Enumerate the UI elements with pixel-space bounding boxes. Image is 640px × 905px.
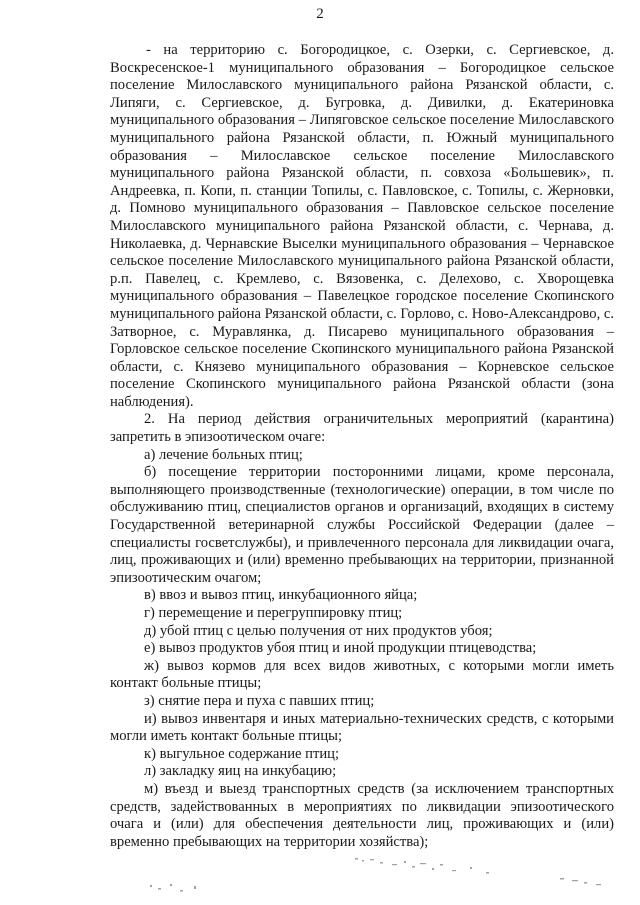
paragraph-quarantine-prohibitions: 2. На период действия ограничительных мероприятий (карантина) запретить в эпизоотическом очаге:	[110, 411, 614, 446]
list-item-i: и) вывоз инвентаря и иных материально-технических средств, с которыми могли иметь контакт больные птицы;	[110, 710, 614, 745]
list-item-d: д) убой птиц с целью получения от них продуктов убоя;	[144, 622, 493, 639]
paragraph-territory-list: - на территорию с. Богородицкое, с. Озерки, с. Сергиевское, д. Воскресенское-1 муниципального образования – Богородицкое сельское поселение Милославского муниципального района Рязанской области, с. Липяги, с. Сергиевское, д. Бугровка, д. Дивилки, д. Екатериновка муниципального образования – Липяговское сельское поселение Милославского муниципального района Рязанской области, п. Южный муниципального образования – Милославское сельское поселение Милославского муниципального района Рязанской области, п. совхоза «Большевик», п. Андреевка, п. Копи, п. станции Топилы, с. Павловское, с. Топилы, с. Жерновки, д. Помново муниципального образования – Павловское сельское поселение Милославского муниципального района Рязанской области, с. Чернава, д. Николаевка, д. Чернавские Выселки муниципального образования – Чернавское сельское поселение Милославского муниципального района Рязанской области, р.п. Павелец, с. Кремлево, с. Вязовенка, с. Делехово, с. Хворощевка муниципального образования – Павелецкое городское поселение Скопинского муниципального района Рязанской области, с. Горлово, с. Ново-Александрово, с. Затворное, с. Муравлянка, д. Писарево муниципального образования – Горловское сельское поселение Скопинского муниципального района Рязанской области, с. Князево муниципального образования – Корневское сельское поселение Скопинского муниципального района Рязанской области (зона наблюдения).	[110, 42, 614, 410]
scan-noise-marks	[0, 840, 640, 905]
list-item-g: г) перемещение и перегруппировку птиц;	[144, 605, 403, 621]
list-item-zh: ж) вывоз кормов для всех видов животных, с которыми могли иметь контакт больные птицы;	[110, 657, 614, 692]
list-item-z: з) снятие пера и пуха с павших птиц;	[144, 692, 375, 709]
page-number: 2	[316, 6, 324, 22]
list-item-l: л) закладку яиц на инкубацию;	[144, 763, 337, 780]
document-body	[110, 42, 614, 851]
list-item-m: м) въезд и выезд транспортных средств (за исключением транспортных средств, задействованных в мероприятиях по ликвидации эпизоотического очага и (или) для обеспечения деятельности лиц, проживающих и (или) временно пребывающих на территории хозяйства);	[110, 780, 614, 850]
list-item-b: б) посещение территории посторонними лицами, кроме персонала, выполняющего производственные (технологические) операции, в том числе по обслуживанию птиц, специалистов органов и организаций, входящих в систему Государственной ветеринарной службы Российской Федерации (далее – специалисты госветслужбы), и привлеченного персонала для ликвидации очага, лиц, проживающих и (или) временно пребывающих на территории, признанной эпизоотическим очагом;	[110, 464, 614, 586]
list-item-a: а) лечение больных птиц;	[144, 446, 303, 463]
list-item-v: в) ввоз и вывоз птиц, инкубационного яйца;	[144, 587, 418, 604]
list-item-e: е) вывоз продуктов убоя птиц и иной продукции птицеводства;	[144, 640, 537, 657]
list-item-k: к) выгульное содержание птиц;	[144, 745, 340, 762]
